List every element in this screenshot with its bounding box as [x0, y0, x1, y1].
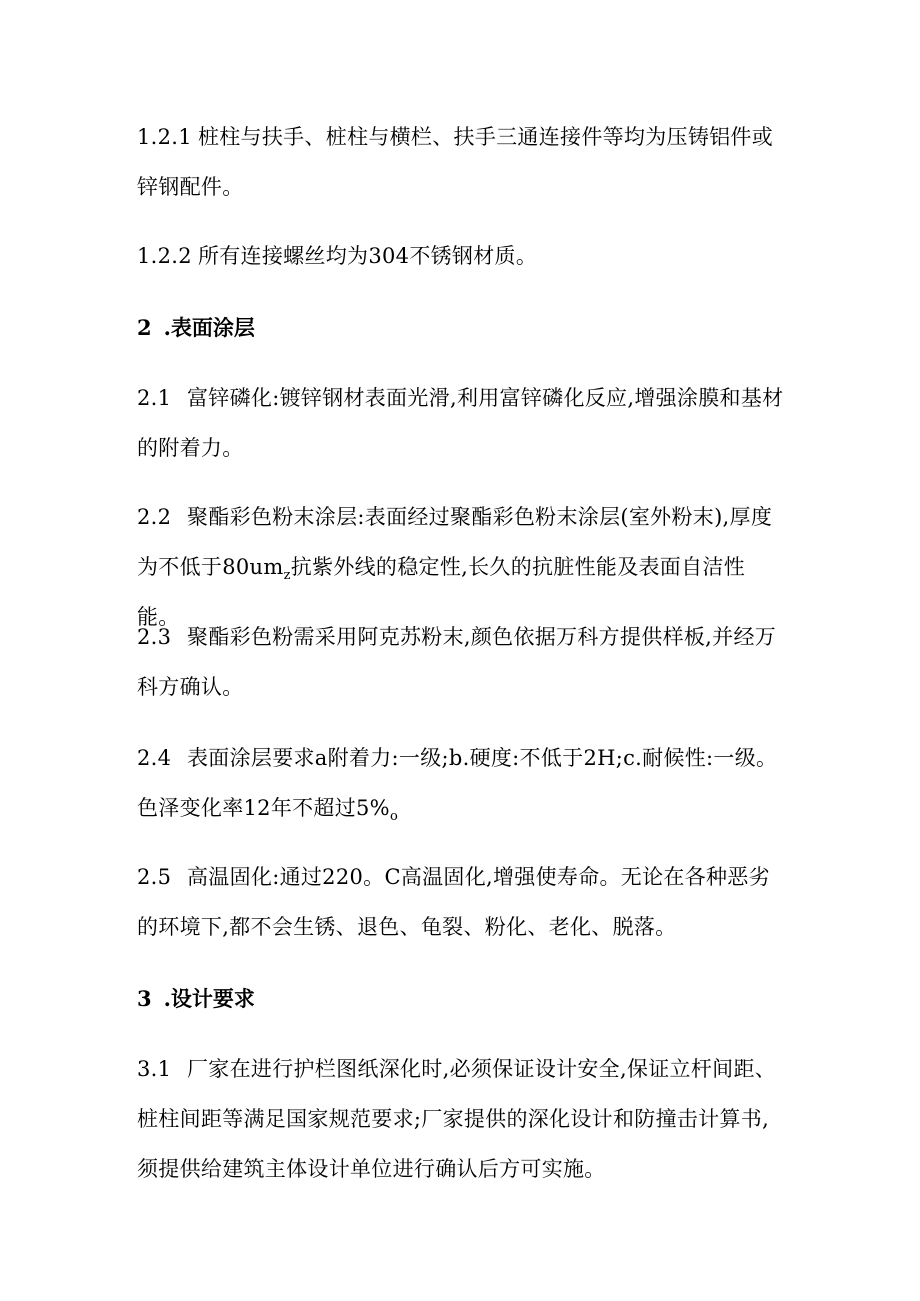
subscript-mark: o [389, 809, 399, 825]
paragraph-3-1 [137, 1044, 787, 1194]
clause-number: 3.1 [137, 1057, 172, 1081]
paragraph-2-4 [137, 733, 787, 833]
section-heading-3 [137, 984, 255, 1014]
clause-number: 2.5 [137, 865, 172, 889]
subscript-mark: z [283, 568, 291, 584]
clause-number: 1.2.1 [137, 125, 192, 149]
clause-text-after: 抗紫外线的稳定性,长久的抗脏性能及表面自洁性能。 [137, 555, 745, 629]
paragraph-2-5 [137, 852, 787, 952]
clause-text: 厂家在进行护栏图纸深化时,必须保证设计安全,保证立杆间距、桩柱间距等满足国家规范要求;厂家提供的深化设计和防撞击计算书,须提供给建筑主体设计单位进行确认后方可实施。 [137, 1057, 777, 1181]
clause-text-before: 聚酯彩色粉末涂层:表面经过聚酯彩色粉末涂层(室外粉末),厚度为不低于80um [137, 505, 773, 579]
clause-number: 2.1 [137, 386, 172, 410]
clause-text: 富锌磷化:镀锌钢材表面光滑,利用富锌磷化反应,增强涂膜和基材的附着力。 [137, 386, 784, 460]
clause-number: 2.4 [137, 746, 172, 770]
section-number: 2 [137, 315, 152, 340]
paragraph-2-3 [137, 612, 787, 712]
clause-text: 聚酯彩色粉需采用阿克苏粉末,颜色依据万科方提供样板,并经万科方确认。 [137, 625, 777, 699]
paragraph-2-1 [137, 373, 787, 473]
clause-text: 高温固化:通过220。C高温固化,增强使寿命。无论在各种恶劣的环境下,都不会生锈、退色、龟裂、粉化、老化、脱落。 [137, 865, 770, 939]
clause-number: 2.3 [137, 625, 172, 649]
section-title: .设计要求 [163, 986, 255, 1011]
clause-text: 表面涂层要求a附着力:一级;b.硬度:不低于2H;c.耐候性:一级。色泽变化率12年不超过5% [137, 746, 778, 820]
clause-text: 所有连接螺丝均为304不锈钢材质。 [197, 244, 538, 268]
clause-number: 2.2 [137, 505, 172, 529]
paragraph-1-2-1 [137, 112, 787, 212]
paragraph-1-2-2 [137, 231, 787, 281]
clause-text: 桩柱与扶手、桩柱与横栏、扶手三通连接件等均为压铸铝件或锌钢配件。 [137, 125, 774, 199]
section-heading-2 [137, 313, 255, 343]
clause-number: 1.2.2 [137, 244, 192, 268]
section-number: 3 [137, 986, 152, 1011]
section-title: .表面涂层 [163, 315, 255, 340]
